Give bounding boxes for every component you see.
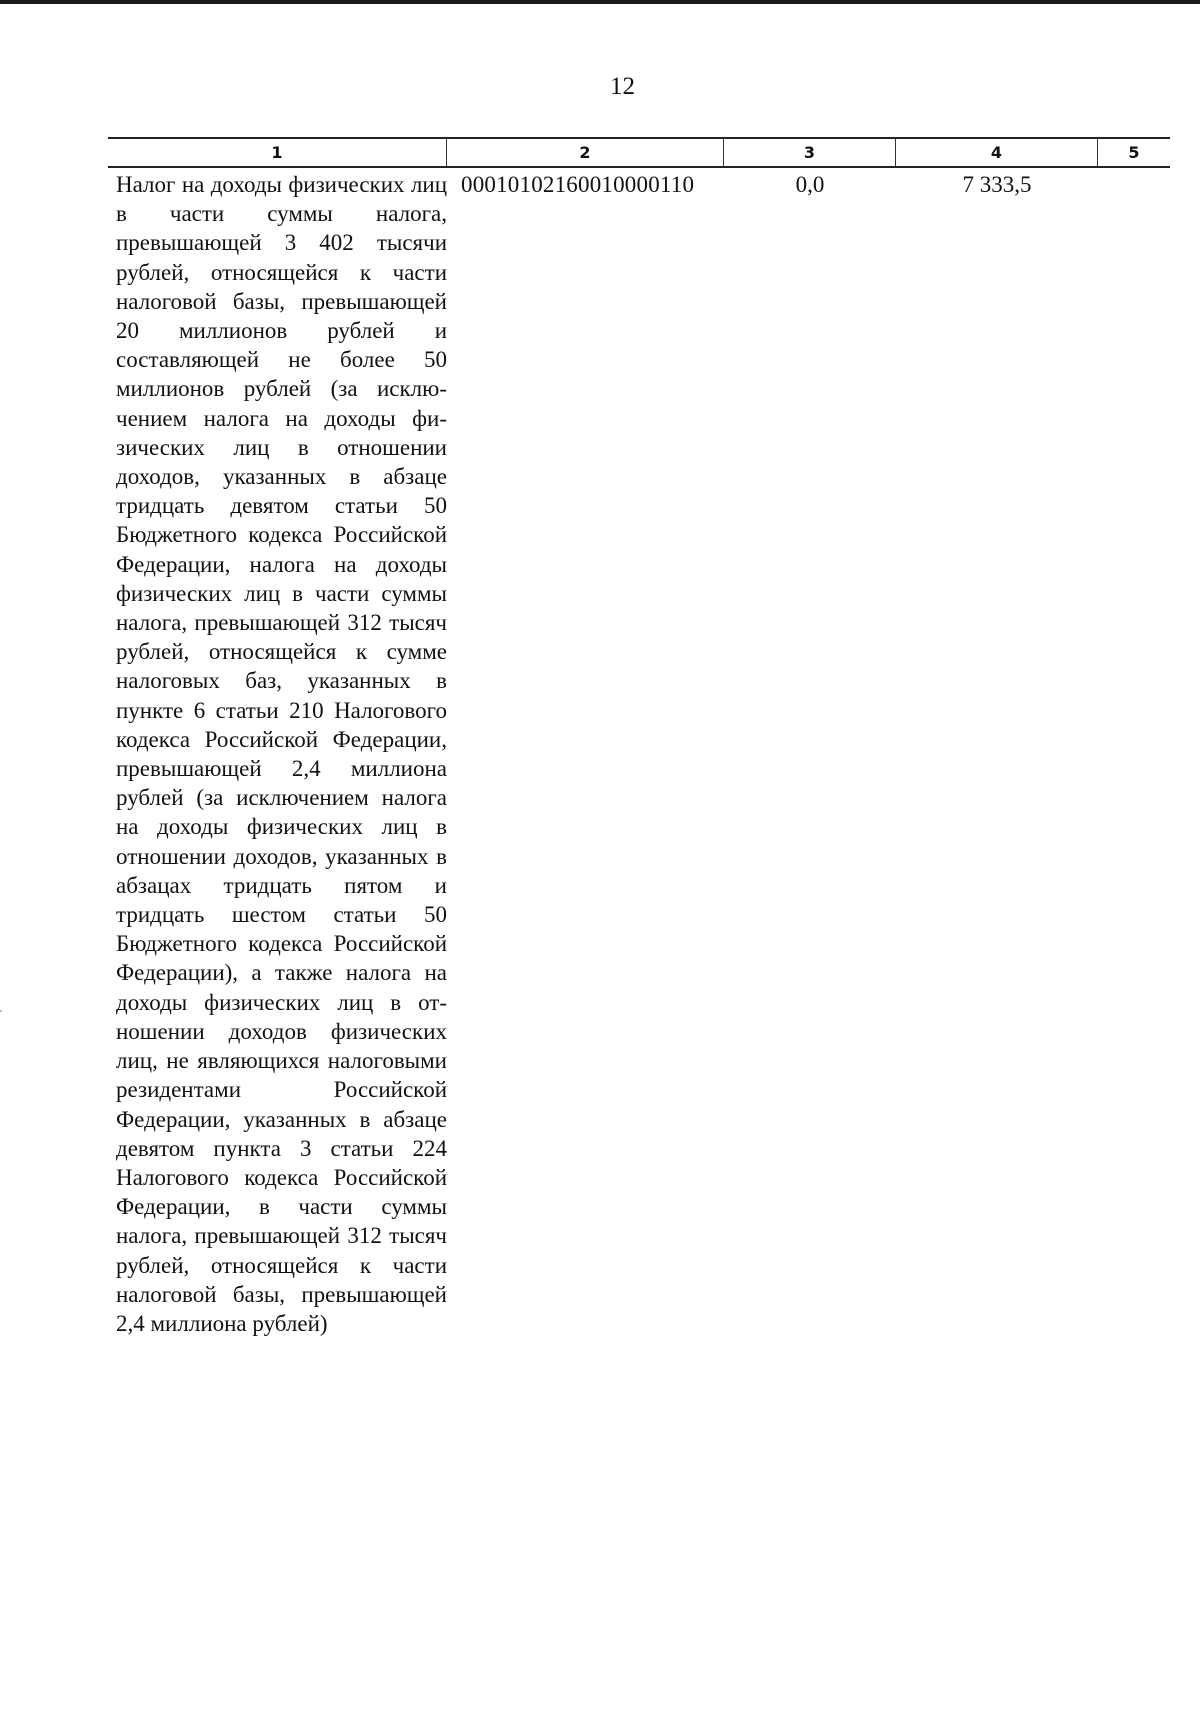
table-header bbox=[108, 137, 1170, 168]
row-value-col-3: 0,0 bbox=[795, 172, 825, 197]
row-description: Налог на доходы физических лиц в части суммы налога, превышающей 3 402 тысячи рублей, относящейся к части налоговой базы, превышающей 20 миллионов рублей и составляющей не более 50 миллионов рублей (за исключением налога на доходы физических лиц в отношении доходов, указанных в абзаце тридцать девятом статьи 50 Бюджетного кодекса Российской Федерации, налога на доходы физических лиц в части суммы налога, превышающей 312 тысяч рублей, относящейся к сумме налоговых баз, указанных в пункте 6 статьи 210 Налогового кодекса Российской Федерации, превышающей 2,4 миллиона рублей (за исключением налога на доходы физических лиц в отношении доходов, указанных в абзацах тридцать пятом и тридцать шестом статьи 50 Бюджетного кодекса Российской Федерации), а также налога на доходы физических лиц в отношении доходов физических лиц, не являющихся налоговыми резидентами Российской Федерации, указанных в абзаце девятом пункта 3 статьи 224 Налогового кодекса Российской Федерации, в части суммы налога, превышающей 312 тысяч рублей, относящейся к части налоговой базы, превышающей 2,4 миллиона рублей) bbox=[116, 172, 447, 1336]
page-number: 12 bbox=[610, 73, 635, 100]
row-budget-code: 00010102160010000110 bbox=[461, 172, 695, 197]
header-col-5: 5 bbox=[1128, 143, 1140, 162]
header-col-2: 2 bbox=[447, 139, 724, 166]
row-value-col-5 bbox=[1098, 170, 1170, 1338]
header-col-4: 4 bbox=[896, 139, 1098, 166]
table-row bbox=[108, 170, 1170, 1338]
row-value-col-4: 7 333,5 bbox=[962, 172, 1032, 197]
scan-margin-mark bbox=[0, 0, 2, 1710]
scan-top-edge bbox=[0, 0, 1200, 4]
header-col-3: 3 bbox=[724, 139, 896, 166]
header-col-1: 1 bbox=[108, 139, 447, 166]
